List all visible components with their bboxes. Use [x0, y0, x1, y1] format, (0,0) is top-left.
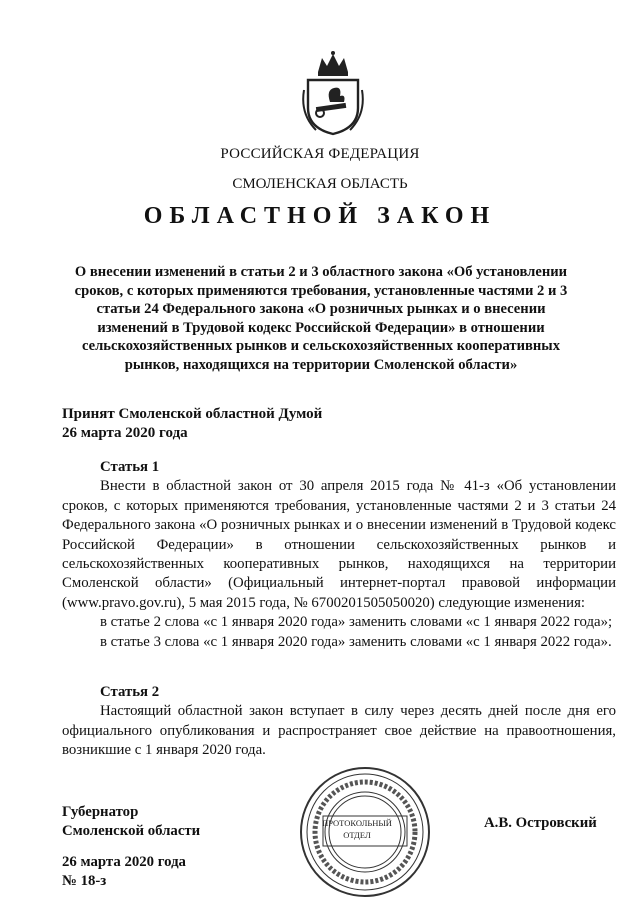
- position-line: Губернатор: [62, 804, 139, 820]
- article-1-paragraph-1: Внести в областной закон от 30 апреля 2015 года № 41-з «Об установлении сроков, с которых применяются требования, установленные частями 2 и 3 статьи 24 Федерального закона «О розничных рынках и о внесении изменений в Трудовой кодекс Российской Федерации» в отношении сельскохозяйственных рынков и сельскохозяйственных кооперативных рынков, находящихся на территории Смоленской области» (Официальный интернет-портал правовой информации (www.pravo.gov.ru), 5 мая 2015 года, № 6700201505050020) следующие изменения:: [62, 478, 616, 611]
- article-1-paragraph-2: в статье 2 слова «с 1 января 2020 года» заменить словами «с 1 января 2022 года»;: [100, 614, 613, 631]
- coat-of-arms-emblem: [296, 50, 370, 136]
- signatory-name: А.В. Островский: [484, 815, 597, 831]
- stamp-text: [322, 817, 392, 841]
- signatory-position: [62, 803, 262, 841]
- region-heading: СМОЛЕНСКАЯ ОБЛАСТЬ: [232, 176, 408, 192]
- article-1: [62, 458, 616, 652]
- law-number: № 18-з: [62, 873, 107, 889]
- article-1-paragraph-3: в статье 3 слова «с 1 января 2020 года» заменить словами «с 1 января 2022 года».: [100, 633, 612, 650]
- signing-date: 26 марта 2020 года: [62, 854, 186, 870]
- adoption-date: 26 марта 2020 года: [62, 425, 188, 441]
- position-line: Смоленской области: [62, 823, 201, 839]
- stamp-text-line: ОТДЕЛ: [343, 830, 371, 840]
- article-2: [62, 683, 616, 761]
- article-2-paragraph-1: Настоящий областной закон вступает в силу через десять дней после дня его официального опубликования и распространяет свое действие на правоотношения, возникшие с 1 января 2020 года.: [62, 703, 616, 759]
- signing-details: [62, 853, 262, 891]
- adoption-block: [62, 405, 462, 443]
- document-type-heading: ОБЛАСТНОЙ ЗАКОН: [143, 203, 497, 229]
- article-1-heading: Статья 1: [100, 459, 160, 475]
- stamp-text-line: ПРОТОКОЛЬНЫЙ: [322, 818, 392, 828]
- adoption-line: Принят Смоленской областной Думой: [62, 406, 323, 422]
- country-heading: РОССИЙСКАЯ ФЕДЕРАЦИЯ: [220, 146, 420, 162]
- article-2-heading: Статья 2: [100, 684, 160, 700]
- law-title: О внесении изменений в статьи 2 и 3 областного закона «Об установлении сроков, с которых применяются требования, установленные частями 2 и 3 статьи 24 Федерального закона «О розничных рынках и о внесении изменений в Трудовой кодекс Российской Федерации» в отношении сельскохозяйственных рынков и сельскохозяйственных кооперативных рынков, находящихся на территории Смоленской области»: [74, 264, 568, 373]
